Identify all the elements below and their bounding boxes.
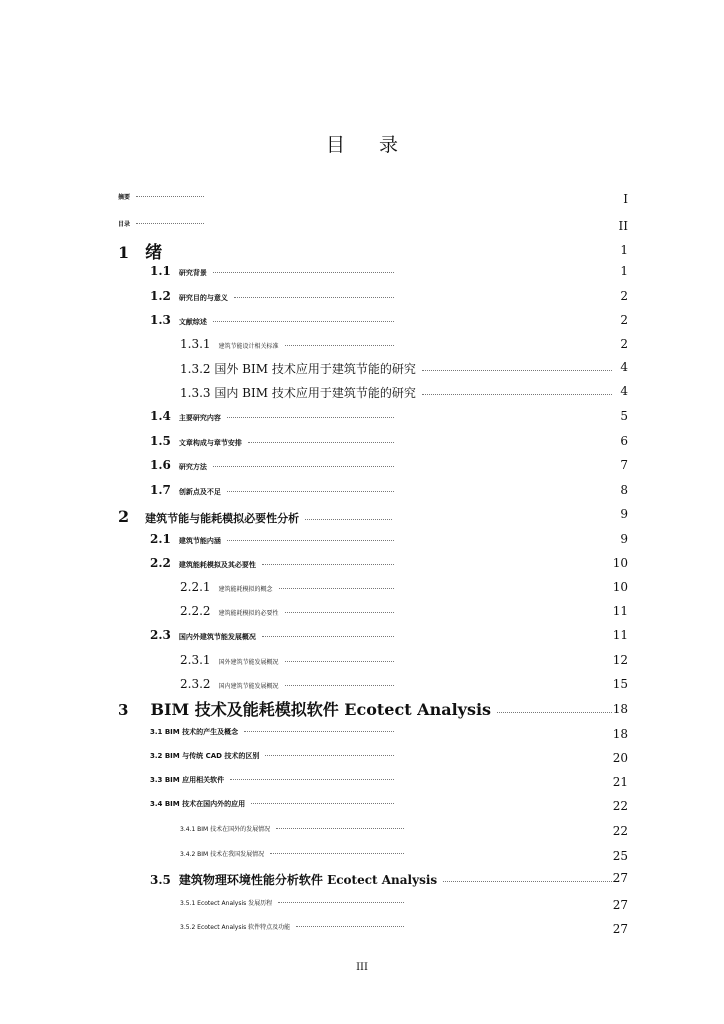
toc-entry[interactable] (180, 922, 410, 931)
toc-leader (497, 712, 612, 713)
toc-leader (230, 779, 394, 780)
toc-entry-number: 3.5 (150, 873, 171, 887)
toc-entry-number: 3 (118, 701, 129, 719)
toc-leader (227, 491, 394, 492)
toc-leader (285, 661, 394, 662)
toc-entry[interactable] (150, 556, 400, 570)
toc-entry[interactable] (180, 604, 400, 618)
toc-entry-label: BIM 技术及能耗模拟软件 Ecotect Analysis (150, 700, 492, 719)
toc-entry-page: 9 (620, 507, 628, 521)
toc-entry-page: 6 (620, 434, 628, 448)
toc-entry[interactable] (180, 824, 410, 833)
toc-entry-label: 1.3.2 国外 BIM 技术应用于建筑节能的研究 (180, 362, 416, 376)
toc-entry-page: 2 (620, 313, 628, 327)
toc-entry[interactable] (150, 775, 400, 785)
toc-leader (422, 370, 612, 371)
toc-entry-page: 9 (620, 532, 628, 546)
page-number: III (356, 962, 368, 973)
toc-entry[interactable] (180, 360, 618, 377)
toc-leader (443, 881, 614, 882)
toc-entry-page: 21 (612, 775, 628, 789)
toc-entry-label: 主要研究内容 (178, 414, 221, 422)
toc-entry-number: 1.6 (150, 458, 171, 472)
toc-entry[interactable] (150, 799, 400, 809)
toc-entry[interactable] (150, 727, 400, 737)
toc-leader (279, 588, 394, 589)
toc-entry-label: 研究背景 (178, 269, 207, 277)
toc-entry-page: 27 (612, 922, 628, 936)
toc-entry-label: 研究目的与意义 (178, 294, 228, 302)
toc-entry-number: 2.1 (150, 532, 171, 546)
toc-entry-label: 3.4.1 BIM 技术在国外的发展情况 (180, 826, 271, 833)
toc-entry-label: 研究方法 (178, 463, 207, 471)
toc-entry-number: 2.3.1 (180, 653, 211, 667)
toc-entry-page: 7 (620, 458, 628, 472)
toc-entry-page: 1 (620, 264, 628, 278)
toc-entry-number: 2 (118, 507, 130, 526)
toc-entry-label: 国内建筑节能发展概况 (218, 683, 279, 690)
toc-leader (262, 636, 394, 637)
toc-entry[interactable] (180, 580, 400, 594)
toc-entry-page: 10 (612, 556, 628, 570)
toc-leader (262, 564, 394, 565)
toc-entry-page: 11 (612, 628, 628, 642)
toc-entry-page: 11 (612, 604, 628, 618)
toc-entry-label: 3.3 BIM 应用相关软件 (150, 776, 225, 784)
toc-leader (136, 196, 204, 197)
toc-entry-page: 18 (612, 727, 628, 741)
toc-entry-page: 25 (612, 849, 628, 863)
toc-entry-page: 1 (620, 243, 628, 257)
toc-entry-page: 22 (612, 799, 628, 813)
toc-entry-number: 2.2.1 (180, 580, 211, 594)
toc-entry-page: 27 (612, 871, 628, 885)
toc-entry-label: 文献综述 (178, 318, 207, 326)
toc-leader (270, 853, 404, 854)
toc-entry-page: 8 (620, 483, 628, 497)
toc-entry-label: 建筑能耗模拟的必要性 (218, 610, 279, 617)
toc-entry-number: 2.2.2 (180, 604, 211, 618)
toc-entry[interactable] (150, 628, 400, 642)
toc-leader (265, 755, 394, 756)
toc-entry[interactable] (150, 313, 400, 327)
toc-entry-label: 国内外建筑节能发展概况 (178, 633, 256, 641)
toc-entry-label: 创新点及不足 (178, 488, 221, 496)
toc-entry-page: 22 (612, 824, 628, 838)
toc-leader (296, 926, 404, 927)
toc-entry[interactable] (150, 434, 400, 448)
toc-entry-label: 1.3.3 国内 BIM 技术应用于建筑节能的研究 (180, 386, 416, 400)
toc-entry[interactable] (150, 532, 400, 546)
toc-entry-page: 12 (612, 653, 628, 667)
toc-entry[interactable] (150, 483, 400, 497)
toc-entry-number: 1 (118, 243, 130, 262)
toc-entry[interactable] (118, 192, 210, 201)
toc-entry[interactable] (150, 458, 400, 472)
toc-entry-page: 15 (612, 677, 628, 691)
toc-entry-label: 3.5.2 Ecotect Analysis 软件特点及功能 (180, 924, 291, 931)
toc-entry-number: 2.3.2 (180, 677, 211, 691)
toc-entry-label: 建筑节能与能耗模拟必要性分析 (145, 512, 300, 525)
toc-entry[interactable] (180, 898, 410, 907)
toc-entry-number: 1.4 (150, 409, 171, 423)
toc-entry[interactable] (180, 849, 410, 858)
toc-leader (251, 803, 394, 804)
toc-entry[interactable] (150, 751, 400, 761)
toc-entry-label: 建筑节能设计相关标准 (218, 343, 279, 350)
toc-leader (136, 223, 204, 224)
toc-entry-label: 建筑能耗模拟及其必要性 (178, 561, 256, 569)
toc-entry-page: 18 (612, 702, 628, 716)
toc-entry-page: 27 (612, 898, 628, 912)
toc-entry-label: 国外建筑节能发展概况 (218, 659, 279, 666)
toc-leader (213, 466, 394, 467)
toc-entry[interactable] (118, 507, 398, 526)
toc-entry-page: 4 (620, 360, 628, 374)
toc-leader (234, 297, 394, 298)
toc-entry-label: 建筑物理环境性能分析软件 Ecotect Analysis (178, 873, 438, 887)
toc-leader (213, 321, 394, 322)
toc-entry-label: 3.2 BIM 与传统 CAD 技术的区别 (150, 752, 260, 760)
toc-leader (285, 685, 394, 686)
toc-entry-label: 建筑节能内涵 (178, 537, 221, 545)
toc-entry[interactable] (180, 384, 618, 401)
toc-leader (305, 519, 392, 520)
toc-leader (285, 612, 394, 613)
toc-entry-page: 20 (612, 751, 628, 765)
toc-leader (276, 828, 404, 829)
toc-entry[interactable] (150, 289, 400, 303)
toc-entry-label: 文章构成与章节安排 (178, 439, 242, 447)
toc-entry-number: 1.1 (150, 264, 171, 278)
toc-entry-label: 摘要 (118, 194, 131, 201)
toc-leader (285, 345, 394, 346)
toc-leader (244, 731, 394, 732)
toc-entry-number: 2.2 (150, 556, 171, 570)
toc-leader (227, 417, 394, 418)
toc-entry-page: II (618, 219, 628, 233)
toc-title: 目录 (325, 134, 432, 156)
toc-leader (422, 394, 612, 395)
toc-entry-page: I (623, 192, 628, 206)
toc-entry-number: 1.3.1 (180, 337, 211, 351)
toc-entry[interactable] (118, 697, 618, 720)
toc-entry-label: 目录 (118, 221, 131, 228)
toc-entry-number: 1.7 (150, 483, 171, 497)
toc-entry-label: 3.4 BIM 技术在国内外的应用 (150, 800, 246, 808)
toc-entry-number: 1.3 (150, 313, 171, 327)
toc-entry[interactable] (150, 409, 400, 423)
toc-entry[interactable] (150, 264, 400, 278)
toc-entry-page: 2 (620, 337, 628, 351)
toc-entry[interactable] (118, 219, 210, 228)
toc-leader (213, 272, 394, 273)
toc-entry-number: 1.2 (150, 289, 171, 303)
toc-entry[interactable] (150, 871, 620, 888)
toc-entry[interactable] (180, 677, 400, 691)
toc-entry[interactable] (180, 653, 400, 667)
toc-entry-number: 1.5 (150, 434, 171, 448)
toc-entry-number: 2.3 (150, 628, 171, 642)
toc-entry[interactable] (118, 238, 178, 263)
toc-entry-page: 2 (620, 289, 628, 303)
toc-entry-label: 绪 (145, 243, 163, 263)
toc-leader (227, 540, 394, 541)
toc-entry-label: 3.4.2 BIM 技术在我国发展情况 (180, 851, 265, 858)
toc-entry-label: 3.5.1 Ecotect Analysis 发展历程 (180, 900, 273, 907)
toc-leader (278, 902, 404, 903)
toc-entry-label: 建筑能耗模拟的概念 (218, 586, 273, 593)
toc-entry[interactable] (180, 337, 400, 351)
toc-entry-page: 10 (612, 580, 628, 594)
toc-leader (248, 442, 394, 443)
toc-entry-label: 3.1 BIM 技术的产生及概念 (150, 728, 239, 736)
toc-entry-page: 5 (620, 409, 628, 423)
toc-entry-page: 4 (620, 384, 628, 398)
